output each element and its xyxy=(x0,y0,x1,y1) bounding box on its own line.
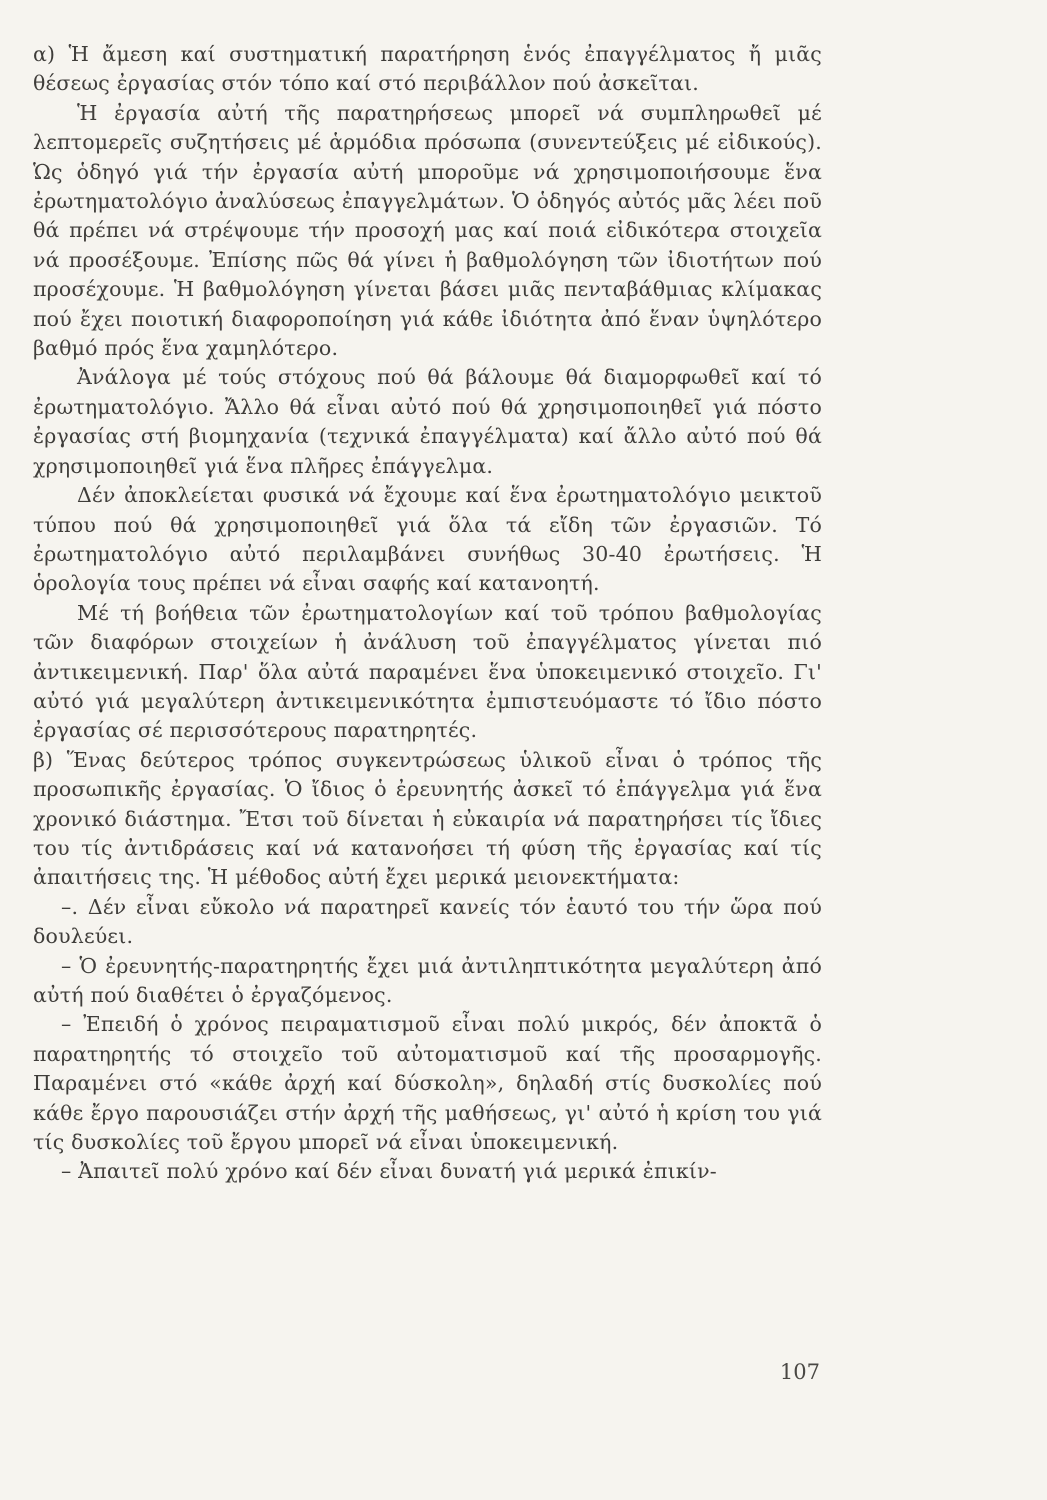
list-item: – Ὁ ἐρευνητής-παρατηρητής ἔχει μιά ἀντιληπτικότητα μεγαλύτερη ἀπό αὐτή πού διαθέτει ὁ ἐργαζόμενος. xyxy=(33,953,822,1007)
paragraph: Ἀνάλογα μέ τούς στόχους πού θά βάλουμε θά διαμορφωθεῖ καί τό ἐρωτηματολόγιο. Ἄλλο θά εἶναι αὐτό πού θά χρησιμοποιηθεῖ γιά πόστο ἐργασίας στή βιομηχανία (τεχνικά ἐπαγγέλματα) καί ἄλλο αὐτό πού θά χρησιμοποιηθεῖ γιά ἕνα πλῆρες ἐπάγγελμα. xyxy=(33,365,822,478)
paragraph: Ἡ ἐργασία αὐτή τῆς παρατηρήσεως μπορεῖ νά συμπληρωθεῖ μέ λεπτομερεῖς συζητήσεις μέ ἁρμόδια πρόσωπα (συνεντεύξεις μέ εἰδικούς). Ὡς ὁδηγό γιά τήν ἐργασία αὐτή μποροῦμε νά χρησιμοποιήσουμε ἕνα ἐρωτηματολόγιο ἀναλύσεως ἐπαγγελμάτων. Ὁ ὁδηγός αὐτός μᾶς λέει ποῦ θά πρέπει νά στρέψουμε τήν προσοχή μας καί ποιά εἰδικότερα στοιχεῖα νά προσέξουμε. Ἐπίσης πῶς θά γίνει ἡ βαθμολόγηση τῶν ἰδιοτήτων πού προσέχουμε. Ἡ βαθμολόγηση γίνεται βάσει μιᾶς πενταβάθμιας κλίμακας πού ἔχει ποιοτική διαφοροποίηση γιά κάθε ἰδιότητα ἀπό ἕναν ὑψηλότερο βαθμό πρός ἕνα χαμηλότερο. xyxy=(33,100,822,361)
list-item: –. Δέν εἶναι εὔκολο νά παρατηρεῖ κανείς τόν ἑαυτό του τήν ὥρα πού δουλεύει. xyxy=(33,894,822,949)
paragraph: Μέ τή βοήθεια τῶν ἐρωτηματολογίων καί τοῦ τρόπου βαθμολογίας τῶν διαφόρων στοιχείων ἡ ἀνάλυση τοῦ ἐπαγγέλματος γίνεται πιό ἀντικειμενική. Παρ' ὅλα αὐτά παραμένει ἕνα ὑποκειμενικό στοιχεῖο. Γι' αὐτό γιά μεγαλύτερη ἀντικειμενικότητα ἐμπιστευόμαστε τό ἴδιο πόστο ἐργασίας σέ περισσότερους παρατηρητές. xyxy=(33,600,822,743)
list-item: – Ἀπαιτεῖ πολύ χρόνο καί δέν εἶναι δυνατή γιά μερικά ἐπικίν- xyxy=(61,1159,717,1184)
paragraph: Δέν ἀποκλείεται φυσικά νά ἔχουμε καί ἕνα ἐρωτηματολόγιο μεικτοῦ τύπου πού θά χρησιμοποιηθεῖ γιά ὅλα τά εἴδη τῶν ἐργασιῶν. Τό ἐρωτηματολόγιο αὐτό περιλαμβάνει συνήθως 30-40 ἐρωτήσεις. Ἡ ὁρολογία τους πρέπει νά εἶναι σαφής καί κατανοητή. xyxy=(33,483,822,596)
paragraph-beta: β) Ἕνας δεύτερος τρόπος συγκεντρώσεως ὑλικοῦ εἶναι ὁ τρόπος τῆς προσωπικῆς ἐργασίας. Ὁ ἴδιος ὁ ἐρευνητής ἀσκεῖ τό ἐπάγγελμα γιά ἕνα χρονικό διάστημα. Ἔτσι τοῦ δίνεται ἡ εὐκαιρία νά παρατηρήσει τίς ἴδιες του τίς ἀντιδράσεις καί νά κατανοήσει τή φύση τῆς ἐργασίας καί τίς ἀπαιτήσεις της. Ἡ μέθοδος αὐτή ἔχει μερικά μειονεκτήματα: xyxy=(33,747,822,890)
body-text xyxy=(33,40,822,1187)
list-item: – Ἐπειδή ὁ χρόνος πειραματισμοῦ εἶναι πολύ μικρός, δέν ἀποκτᾶ ὁ παρατηρητής τό στοιχεῖο τοῦ αὐτοματισμοῦ καί τῆς προσαρμογῆς. Παραμένει στό «κάθε ἀρχή καί δύσκολη», δηλαδή στίς δυσκολίες πού κάθε ἔργο παρουσιάζει στήν ἀρχή τῆς μαθήσεως, γι' αὐτό ἡ κρίση του γιά τίς δυσκολίες τοῦ ἔργου μπορεῖ νά εἶναι ὑποκειμενική. xyxy=(33,1012,822,1155)
page-number: 107 xyxy=(779,1360,820,1384)
paragraph-alpha: α) Ἡ ἄμεση καί συστηματική παρατήρηση ἑνός ἐπαγγέλματος ἤ μιᾶς θέσεως ἐργασίας στόν τόπο καί στό περιβάλλον πού ἀσκεῖται. xyxy=(33,42,822,96)
